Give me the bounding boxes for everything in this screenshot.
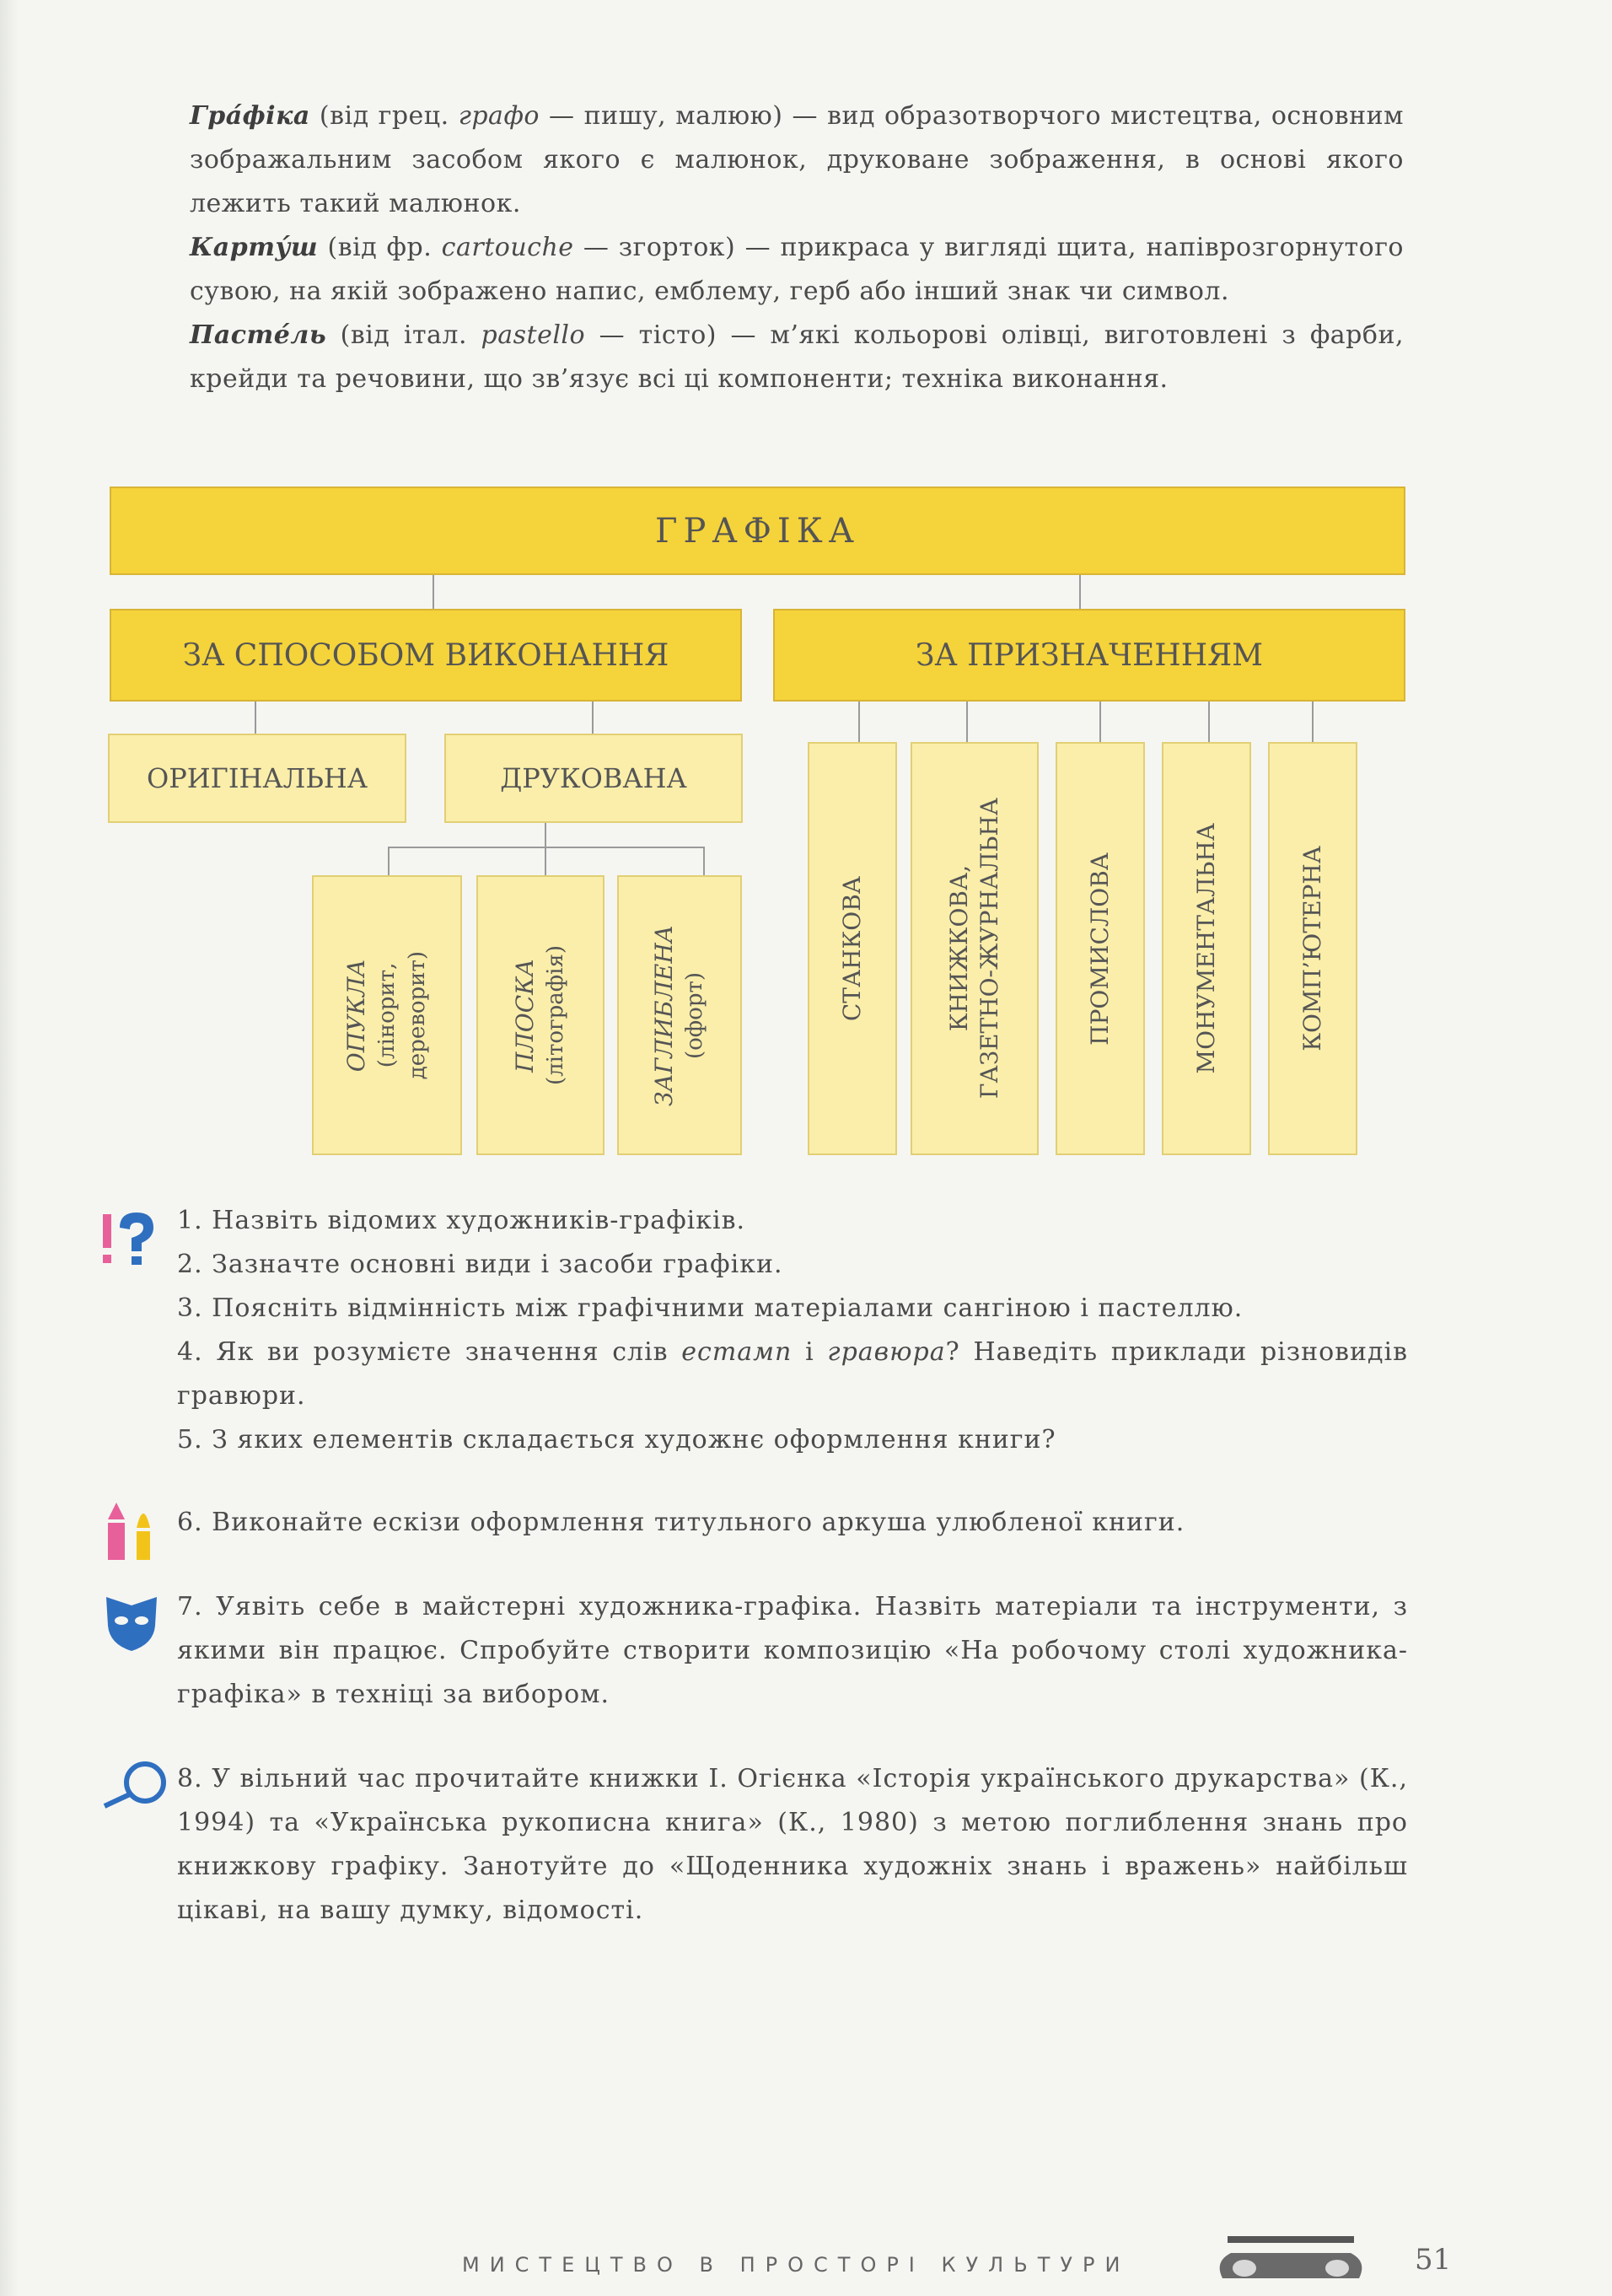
ornament-icon [1211,2233,1371,2285]
question-2: 2. Зазначте основні види і засоби графіки. [177,1250,783,1279]
page-number: 51 [1415,2243,1452,2277]
definition-term: Гра́фіка [190,101,310,131]
question-3: 3. Поясніть відмінність між графічними матеріалами сангіною і пастеллю. [177,1293,1244,1323]
pencil-brush-icon [99,1494,167,1563]
diagram-easel: СТАНКОВА [808,742,897,1155]
diagram-by-purpose: ЗА ПРИЗНАЧЕННЯМ [773,609,1405,702]
definition-term: Пасте́ль [190,320,327,350]
diagram-book: КНИЖКОВА, ГАЗЕТНО-ЖУРНАЛЬНА [911,742,1039,1155]
magnifier-icon [99,1759,170,1809]
italic-term: естамп [681,1337,793,1367]
diagram-monumental: МОНУМЕНТАЛЬНА [1162,742,1251,1155]
italic-term: графо [458,101,540,131]
definitions [190,94,1404,401]
questions [177,1199,1408,1462]
diagram-computer: КОМП’ЮТЕРНА [1268,742,1357,1155]
diagram-by-method: ЗА СПОСОБОМ ВИКОНАННЯ [110,609,742,702]
diagram-original: ОРИГІНАЛЬНА [108,734,406,823]
diagram-industrial: ПРОМИСЛОВА [1056,742,1145,1155]
definition-term: Карту́ш [190,233,319,262]
task-7: 7. Уявіть себе в майстерні художника-графіка. Назвіть матеріали та інструменти, з якими він працює. Спробуйте створити композицію «На робочому столі художника-графіка» в техніці за вибором. [177,1592,1408,1709]
question-exclamation-icon [99,1206,167,1273]
italic-term: гравюра [827,1337,946,1367]
italic-term: cartouche [441,233,574,262]
question-5: 5. З яких елементів складається художнє оформлення книги? [177,1425,1056,1454]
diagram-flat: ПЛОСКА (літографія) [476,875,604,1155]
task-6: 6. Виконайте ескізи оформлення титульного аркуша улюбленої книги. [177,1508,1185,1537]
diagram-relief: ОПУКЛА (лінорит, дереворит) [312,875,462,1155]
page-edge [0,0,19,2296]
diagram-root: ГРАФІКА [110,487,1405,575]
definition-grafika: Гра́фіка (від грец. графо — пишу, малюю) — вид образотворчого мистецтва, основним зображальним засобом якого є малюнок, друковане зображення, в основі якого лежить такий малюнок. [190,101,1404,218]
definition-kartush: Карту́ш (від фр. cartouche — згорток) — прикраса у вигляді щита, напіврозгорнутого сувою, на якій зображено напис, емблему, герб або інший знак чи символ. [190,233,1404,306]
question-4: 4. Як ви розумієте значення слів естамп і гравюра? Наведіть приклади різновидів гравюри. [177,1337,1408,1411]
italic-term: pastello [481,320,586,350]
footer-running-title: МИСТЕЦТВО В ПРОСТОРІ КУЛЬТУРИ [462,2253,1131,2277]
definition-pastel: Пасте́ль (від італ. pastello — тісто) — м’які кольорові олівці, виготовлені з фарби, крейди та речовини, що зв’язує всі ці компоненти; техніка виконання. [190,320,1404,394]
question-1: 1. Назвіть відомих художників-графіків. [177,1206,746,1235]
diagram-intaglio: ЗАГЛИБЛЕНА (офорт) [617,875,742,1155]
mask-icon [103,1592,160,1653]
task-8: 8. У вільний час прочитайте книжки І. Огієнка «Історія українського друкарства» (К., 1994) та «Українська рукописна книга» (К., 1980) з метою поглиблення знань про книжкову графіку. Занотуйте до «Щоденника художніх знань і вражень» найбільш цікаві, на вашу думку, відомості. [177,1764,1408,1925]
diagram-printed: ДРУКОВАНА [444,734,743,823]
